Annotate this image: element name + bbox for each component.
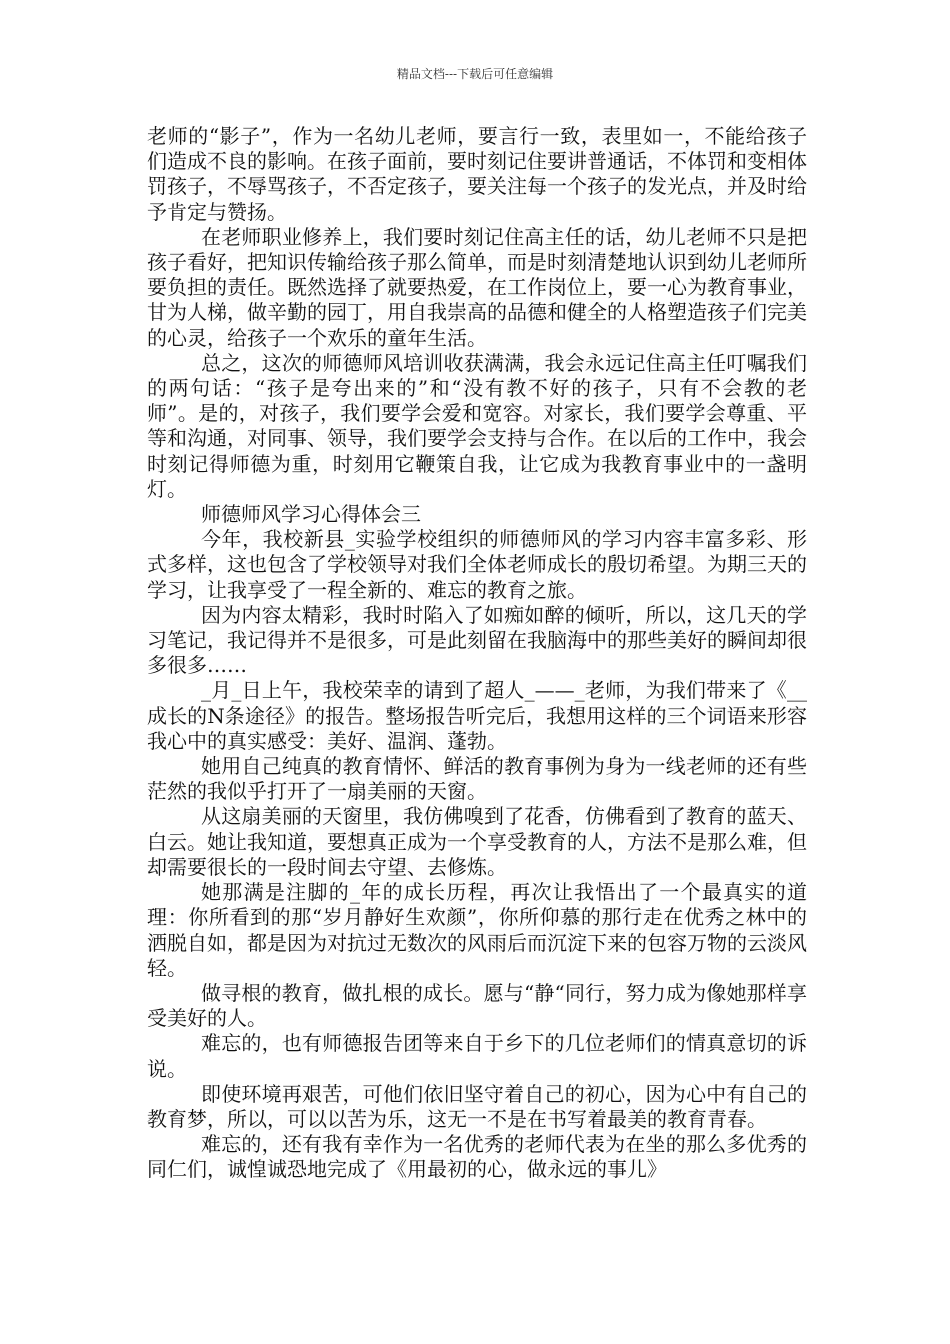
paragraph: 即使环境再艰苦，可他们依旧坚守着自己的初心，因为心中有自己的教育梦，所以，可以以苦为乐，这无一不是在书写着最美的教育青春。	[147, 1081, 807, 1131]
document-body	[147, 124, 807, 1183]
paragraph: 总之，这次的师德师风培训收获满满，我会永远记住高主任叮嘱我们的两句话：“孩子是夸出来的”和“没有教不好的孩子，只有不会教的老师”。是的，对孩子，我们要学会爱和宽容。对家长，我们要学会尊重、平等和沟通，对同事、领导，我们要学会支持与合作。在以后的工作中，我会时刻记得师德为重，时刻用它鞭策自我，让它成为我教育事业中的一盏明灯。	[147, 350, 807, 501]
paragraph: 难忘的，也有师德报告团等来自于乡下的几位老师们的情真意切的诉说。	[147, 1031, 807, 1081]
paragraph: 在老师职业修养上，我们要时刻记住高主任的话，幼儿老师不只是把孩子看好，把知识传输给孩子那么简单，而是时刻清楚地认识到幼儿老师所要负担的责任。既然选择了就要热爱，在工作岗位上，要一心为教育事业，甘为人梯，做辛勤的园丁，用自我崇高的品德和健全的人格塑造孩子们完美的心灵，给孩子一个欢乐的童年生活。	[147, 224, 807, 350]
paragraph: 做寻根的教育，做扎根的成长。愿与“静“同行，努力成为像她那样享受美好的人。	[147, 980, 807, 1031]
paragraph: 从这扇美丽的天窗里，我仿佛嗅到了花香，仿佛看到了教育的蓝天、白云。她让我知道，要想真正成为一个享受教育的人，方法不是那么难，但却需要很长的一段时间去守望、去修炼。	[147, 804, 807, 879]
paragraph: 因为内容太精彩，我时时陷入了如痴如醉的倾听，所以，这几天的学习笔记，我记得并不是很多，可是此刻留在我脑海中的那些美好的瞬间却很多很多……	[147, 602, 807, 678]
paragraph: 难忘的，还有我有幸作为一名优秀的老师代表为在坐的那么多优秀的同仁们，诚惶诚恐地完成了《用最初的心，做永远的事儿》	[147, 1132, 807, 1182]
paragraph: 她用自己纯真的教育情怀、鲜活的教育事例为身为一线老师的还有些茫然的我似乎打开了一扇美丽的天窗。	[147, 754, 807, 804]
page-header: 精品文档---下载后可任意编辑	[396, 67, 554, 81]
paragraph: 今年，我校新县_实验学校组织的师德师风的学习内容丰富多彩、形式多样，这也包含了学校领导对我们全体老师成长的殷切希望。为期三天的学习，让我享受了一程全新的、难忘的教育之旅。	[147, 527, 807, 602]
paragraph: 她那满是注脚的_年的成长历程，再次让我悟出了一个最真实的道理：你所看到的那“岁月静好生欢颜”，你所仰慕的那行走在优秀之林中的洒脱自如，都是因为对抗过无数次的风雨后而沉淀下来的包容万物的云淡风轻。	[147, 880, 807, 980]
paragraph: _月_日上午，我校荣幸的请到了超人_——_老师，为我们带来了《__成长的N条途径》的报告。整场报告听完后，我想用这样的三个词语来形容我心中的真实感受：美好、温润、蓬勃。	[147, 678, 807, 753]
paragraph-continuation: 老师的“影子”，作为一名幼儿老师，要言行一致，表里如一，不能给孩子们造成不良的影响。在孩子面前，要时刻记住要讲普通话，不体罚和变相体罚孩子，不辱骂孩子，不否定孩子，要关注每一个孩子的发光点，并及时给予肯定与赞扬。	[147, 124, 807, 224]
section-heading: 师德师风学习心得体会三	[201, 502, 421, 527]
